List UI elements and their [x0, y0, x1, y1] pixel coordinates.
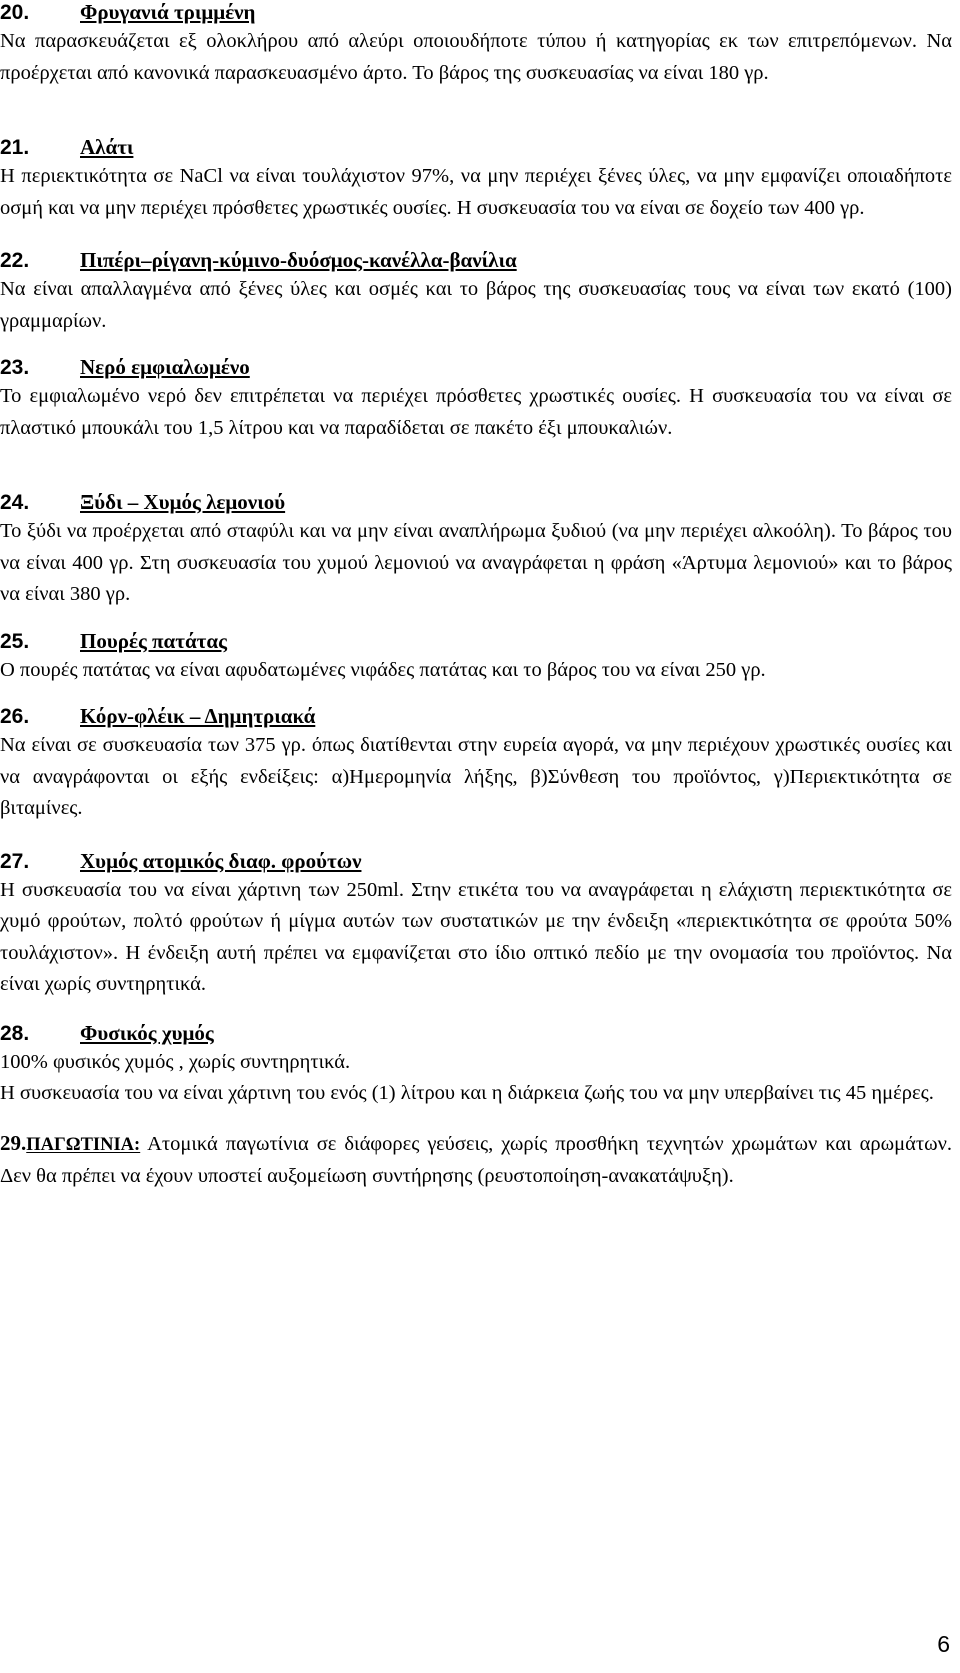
section-25 — [0, 627, 952, 687]
section-heading — [0, 1019, 952, 1047]
section-title: Νερό εμφιαλωμένο — [80, 355, 250, 379]
section-29 — [0, 1128, 952, 1193]
section-26 — [0, 702, 952, 825]
section-title: Κόρν-φλέικ – Δημητριακά — [80, 704, 316, 728]
section-body — [0, 655, 952, 687]
section-number: 25. — [0, 629, 30, 653]
section-title: Αλάτι — [80, 135, 134, 159]
section-body — [0, 1128, 952, 1193]
section-heading — [0, 0, 952, 26]
paragraph: Η συσκευασία του να είναι χάρτινη του ενός (1) λίτρου και η διάρκεια ζωής του να μην υπερβαίνει τις 45 ημέρες. — [0, 1082, 934, 1104]
paragraph: Η περιεκτικότητα σε NaCl να είναι τουλάχιστον 97%, να μην περιέχει ξένες ύλες, να μην εμφανίζει οποιαδήποτε οσμή και να μην περιέχει πρόσθετες χρωστικές ουσίες. Η συσκευασία του να είναι σε δοχείο των 400 γρ. — [0, 165, 952, 219]
paragraph — [0, 1128, 952, 1193]
section-number: 21. — [0, 136, 30, 159]
section-21 — [0, 133, 952, 224]
section-title: Ξύδι – Χυμός λεμονιού — [80, 490, 286, 514]
section-title: Χυμός ατομικός διαφ. φρούτων — [80, 848, 362, 873]
section-number: 23. — [0, 356, 30, 379]
section-20 — [0, 0, 952, 89]
section-heading — [0, 847, 952, 875]
paragraph: 100% φυσικός χυμός , χωρίς συντηρητικά. — [0, 1050, 351, 1073]
section-24 — [0, 488, 952, 611]
section-body — [0, 26, 952, 89]
section-title: Πιπέρι–ρίγανη-κύμινο-δυόσμος-κανέλλα-βανίλια — [80, 248, 517, 272]
paragraph: Ο πουρές πατάτας να είναι αφυδατωμένες νιφάδες πατάτας και το βάρος του να είναι 250 γρ. — [0, 658, 766, 681]
section-number: 27. — [0, 849, 30, 873]
paragraph: Η συσκευασία του να είναι χάρτινη των 250ml. Στην ετικέτα του να αναγράφεται η ελάχιστη περιεκτικότητα σε χυμό φρούτων, πολτό φρούτων ή μίγμα αυτών των συστατικών με την ένδειξη «περιεκτικότητα σε φρούτα 50% τουλάχιστον». Η ένδειξη αυτή πρέπει να εμφανίζεται στο ίδιο οπτικό πεδίο με την ονομασία του προϊόντος. Να είναι χωρίς συντηρητικά. — [0, 878, 952, 995]
section-body — [0, 381, 952, 444]
paragraph: Να είναι απαλλαγμένα από ξένες ύλες και οσμές και το βάρος της συσκευασίας τους να είναι των εκατό (100) γραμμαρίων. — [0, 278, 952, 332]
section-body — [0, 875, 952, 1001]
section-number: 22. — [0, 249, 30, 272]
section-22 — [0, 246, 952, 337]
paragraph: Να είναι σε συσκευασία των 375 γρ. όπως διατίθενται στην ευρεία αγορά, να μην περιέχουν χρωστικές ουσίες και να αναγράφονται οι εξής ενδείξεις: α)Ημερομηνία λήξης, β)Σύνθεση του προϊόντος, γ)Περιεκτικότητα σε βιταμίνες. — [0, 734, 952, 819]
section-body — [0, 274, 952, 337]
section-body — [0, 1047, 952, 1110]
section-27 — [0, 847, 952, 1001]
paragraph: Το εμφιαλωμένο νερό δεν επιτρέπεται να περιέχει πρόσθετες χρωστικές ουσίες. Η συσκευασία του να είναι σε πλαστικό μπουκάλι του 1,5 λίτρου και να παραδίδεται σε πακέτο έξι μπουκαλιών. — [0, 385, 952, 439]
page-number: 6 — [937, 1631, 950, 1657]
section-title: Φυσικός χυμός — [80, 1020, 214, 1045]
section-number: 24. — [0, 491, 30, 514]
section-number: 28. — [0, 1021, 30, 1045]
section-body — [0, 161, 952, 224]
section-title: Πουρές πατάτας — [80, 628, 227, 653]
paragraph: Να παρασκευάζεται εξ ολοκλήρου από αλεύρι οποιουδήποτε τύπου ή κατηγορίας εκ των επιτρεπόμενων. Να προέρχεται από κανονικά παρασκευασμένο άρτο. Το βάρος της συσκευασίας να είναι 180 γρ. — [0, 30, 952, 84]
section-23 — [0, 353, 952, 444]
paragraph-text: Ατομικά παγωτίνια σε διάφορες γεύσεις, χωρίς προσθήκη τεχνητών χρωμάτων και αρωμάτων. Δεν θα πρέπει να έχουν υποστεί αυξομείωση συντήρησης (ρευστοποίηση-ανακατάψυξη). — [0, 1132, 952, 1187]
section-number: 29. — [0, 1130, 27, 1155]
section-number: 26. — [0, 705, 30, 728]
section-heading — [0, 246, 952, 274]
section-28 — [0, 1019, 952, 1110]
section-heading — [0, 702, 952, 730]
section-title: Φρυγανιά τριμμένη — [80, 0, 256, 24]
section-body — [0, 516, 952, 611]
section-heading — [0, 133, 952, 161]
section-title: ΠΑΓΩΤΙΝΙΑ: — [26, 1134, 141, 1155]
section-body — [0, 730, 952, 825]
paragraph: Το ξύδι να προέρχεται από σταφύλι και να μην είναι αναπλήρωμα ξυδιού (να μην περιέχει αλκοόλη). Το βάρος του να είναι 400 γρ. Στη συσκευασία του χυμού λεμονιού να αναγράφεται η φράση «Άρτυμα λεμονιού» και το βάρος να είναι 380 γρ. — [0, 520, 952, 605]
section-heading — [0, 627, 952, 655]
section-heading — [0, 353, 952, 381]
section-number: 20. — [0, 1, 30, 24]
section-heading — [0, 488, 952, 516]
